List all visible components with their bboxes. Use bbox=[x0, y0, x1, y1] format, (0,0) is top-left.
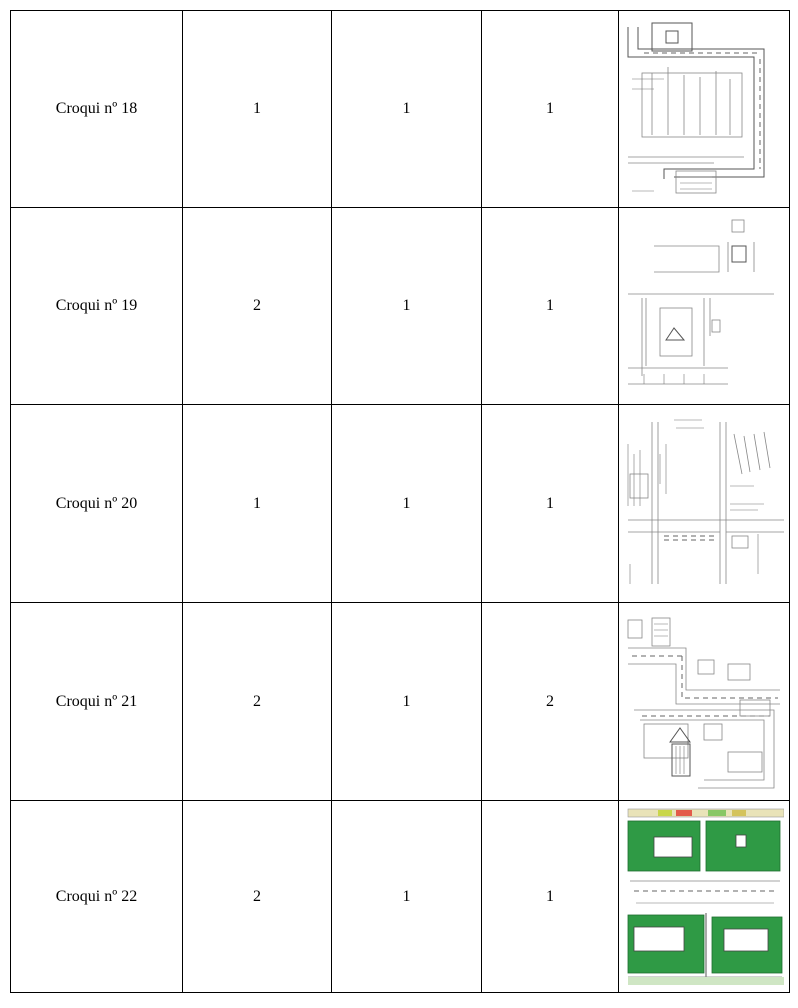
table-row bbox=[11, 208, 790, 405]
map-sketch-icon bbox=[624, 216, 784, 396]
croqui-label: Croqui nº 19 bbox=[11, 208, 183, 405]
score-cell: 1 bbox=[332, 603, 482, 801]
score-cell: 1 bbox=[482, 801, 619, 993]
table-row bbox=[11, 11, 790, 208]
score-cell: 1 bbox=[482, 405, 619, 603]
map-sketch-icon bbox=[624, 19, 784, 199]
croqui-table bbox=[10, 10, 790, 993]
sketch-cell bbox=[619, 11, 790, 208]
score-cell: 1 bbox=[332, 11, 482, 208]
croqui-label: Croqui nº 21 bbox=[11, 603, 183, 801]
score-cell: 1 bbox=[183, 405, 332, 603]
sketch-cell bbox=[619, 405, 790, 603]
score-cell: 1 bbox=[482, 11, 619, 208]
croqui-label: Croqui nº 22 bbox=[11, 801, 183, 993]
score-cell: 1 bbox=[183, 11, 332, 208]
score-cell: 2 bbox=[183, 603, 332, 801]
map-sketch-icon bbox=[624, 807, 784, 987]
sketch-cell bbox=[619, 801, 790, 993]
map-sketch-icon bbox=[624, 612, 784, 792]
score-cell: 2 bbox=[482, 603, 619, 801]
score-cell: 1 bbox=[332, 405, 482, 603]
croqui-label: Croqui nº 18 bbox=[11, 11, 183, 208]
table-row bbox=[11, 603, 790, 801]
score-cell: 2 bbox=[183, 208, 332, 405]
map-sketch-icon bbox=[624, 414, 784, 594]
score-cell: 2 bbox=[183, 801, 332, 993]
score-cell: 1 bbox=[332, 208, 482, 405]
table-row bbox=[11, 801, 790, 993]
sketch-cell bbox=[619, 208, 790, 405]
score-cell: 1 bbox=[482, 208, 619, 405]
sketch-cell bbox=[619, 603, 790, 801]
score-cell: 1 bbox=[332, 801, 482, 993]
croqui-label: Croqui nº 20 bbox=[11, 405, 183, 603]
table-row bbox=[11, 405, 790, 603]
